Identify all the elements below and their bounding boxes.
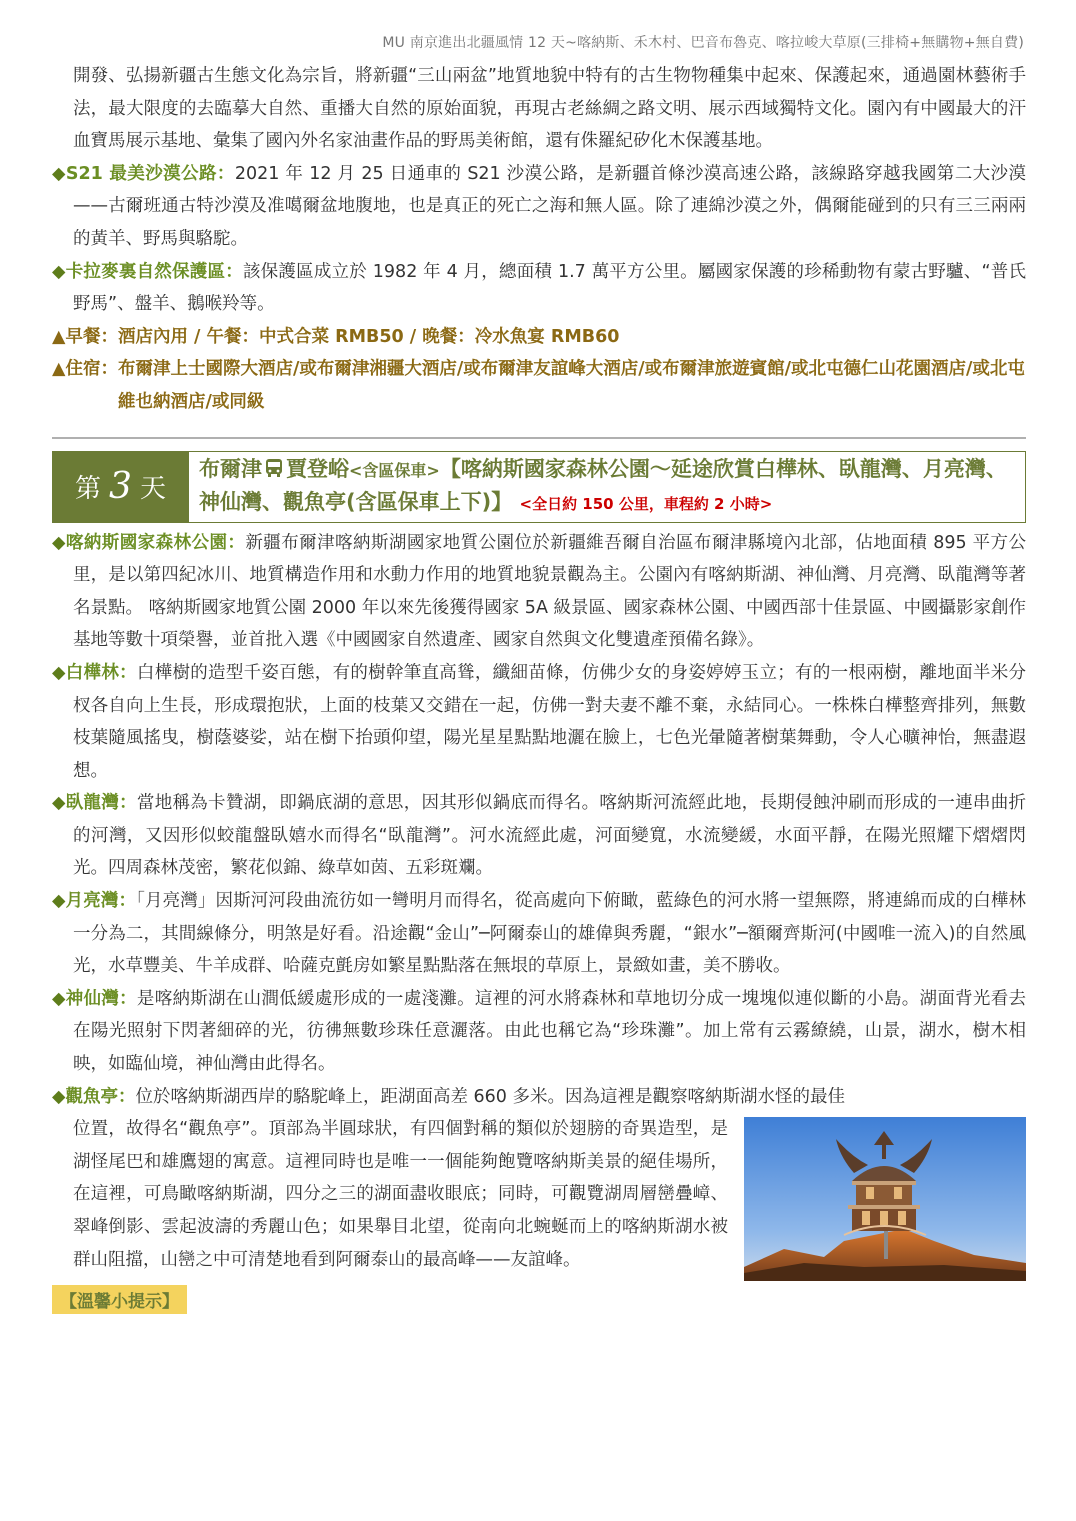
diamond-bullet-icon: ◆	[52, 891, 66, 912]
meals-label-wrap	[52, 321, 118, 354]
bus-icon	[265, 456, 283, 487]
attraction-item	[52, 158, 1026, 256]
attraction-description: 位於喀納斯湖西岸的駱駝峰上，距湖面高差 660 多米。因為這裡是觀察喀納斯湖水怪的最佳	[135, 1086, 845, 1107]
attraction-description: 2021 年 12 月 25 日通車的 S21 沙漠公路，是新疆首條沙漠高速公路，該線路穿越我國第二大沙漠——古爾班通古特沙漠及准噶爾盆地腹地，也是真正的死亡之海和無人區。除了連綿沙漠之外，偶爾能碰到的只有三三兩兩的黃羊、野馬與駱駝。	[73, 163, 1026, 249]
attraction-description: 「月亮灣」因斯河河段曲流彷如一彎明月而得名，從高處向下俯瞰，藍綠色的河水將一望無際，將連綿而成的白樺林一分為二，其間線條分，明煞是好看。沿途觀“金山”─阿爾泰山的雄偉與秀麗，“銀水”─額爾齊斯河(中國唯一流入)的自然風光，水草豐美、牛羊成群、哈薩克氈房如繁星點點落在無垠的草原上，景緻如畫，美不勝收。	[73, 891, 1027, 977]
diamond-bullet-icon: ◆	[52, 532, 66, 553]
meals-text: 酒店內用 / 午餐：中式合菜 RMB50 / 晚餐：冷水魚宴 RMB60	[117, 326, 620, 347]
diamond-bullet-icon: ◆	[52, 1086, 66, 1107]
attraction-item	[52, 787, 1026, 885]
diamond-bullet-icon: ◆	[52, 163, 66, 184]
attraction-description: 當地稱為卡贊湖，即鍋底湖的意思，因其形似鍋底而得名。喀納斯河流經此地，長期侵蝕沖刷而形成的一連串曲折的河灣，又因形似蛟龍盤臥嬉水而得名“臥龍灣”。河水流經此處，河面變寬，水流變緩，水面平靜，在陽光照耀下熠熠閃光。四周森林茂密，繁花似錦、綠草如茵、五彩斑斕。	[73, 793, 1026, 879]
triangle-bullet-icon: ▲	[52, 326, 66, 347]
attraction-item	[52, 1081, 1026, 1114]
diamond-bullet-icon: ◆	[52, 793, 66, 814]
pavilion-illustration	[744, 1117, 1026, 1281]
diamond-bullet-icon: ◆	[52, 988, 66, 1009]
attraction-item	[52, 983, 1026, 1081]
lodging-text: 布爾津上士國際大酒店/或布爾津湘疆大酒店/或布爾津友誼峰大酒店/或布爾津旅遊賓館/或北屯德仁山花園酒店/或北屯維也納酒店/或同級	[117, 359, 1025, 412]
running-header: MU 南京進出北疆風情 12 天~喀納斯、禾木村、巴音布魯克、喀拉峻大草原(三排椅+無購物+無自費)	[382, 35, 1024, 51]
day-label-pre: 第	[75, 474, 102, 505]
route-note: <含區保車>	[349, 460, 440, 480]
attraction-name: 臥龍灣：	[65, 793, 137, 814]
attraction-item	[52, 527, 1026, 657]
itinerary-content	[52, 60, 1026, 1314]
attraction-description: 白樺樹的造型千姿百態，有的樹幹筆直高聳，纖細苗條，仿佛少女的身姿婷婷玉立；有的一根兩樹，離地面半米分杈各自向上生長，形成環抱狀，上面的枝葉又交錯在一起，仿佛一對夫妻不離不棄，永結同心。一株株白樺整齊排列，無數枝葉隨風搖曳，樹蔭婆娑，站在樹下抬頭仰望，陽光星星點點地灑在臉上，七色光暈隨著樹葉舞動，令人心曠神怡，無盡遐想。	[73, 662, 1026, 781]
attraction-name: 白樺林：	[65, 662, 137, 683]
attraction-description-continued: 位置，故得名“觀魚亭”。頂部為半圓球狀，有四個對稱的類似於翅膀的奇異造型，是湖怪尾巴和雄鷹翅的寓意。這裡同時也是唯一一個能夠飽覽喀納斯美景的絕佳場所，在這裡，可鳥瞰喀納斯湖，四分之三的湖面盡收眼底；同時，可觀覽湖周層巒疊嶂、翠峰倒影、雲起波濤的秀麗山色；如果舉目北望，從南向北蜿蜒而上的喀納斯湖水被群山阻擋，山巒之中可清楚地看到阿爾泰山的最高峰——友誼峰。	[73, 1119, 728, 1270]
diamond-bullet-icon: ◆	[52, 261, 66, 282]
day-label-post: 天	[139, 474, 166, 505]
attraction-name: S21 最美沙漠公路：	[65, 163, 235, 184]
day-badge	[52, 451, 189, 523]
lodging-line	[52, 353, 1026, 418]
attraction-item	[52, 256, 1026, 321]
distance-note: <全日約 150 公里，車程約 2 小時>	[519, 494, 773, 513]
meals-label: 早餐：	[65, 326, 118, 347]
attraction-name: 觀魚亭：	[65, 1086, 136, 1107]
attraction-item	[52, 885, 1026, 983]
attraction-description: 是喀納斯湖在山澗低緩處形成的一處淺灘。這裡的河水將森林和草地切分成一塊塊似連似斷的小島。湖面背光看去在陽光照射下閃著細碎的光，彷彿無數珍珠任意灑落。由此也稱它為“珍珠灘”。加上常有云霧繚繞，山景，湖水，樹木相映，如臨仙境，神仙灣由此得名。	[73, 988, 1026, 1075]
day2-attractions	[52, 158, 1026, 321]
attraction-description: 新疆布爾津喀納斯湖國家地質公園位於新疆維吾爾自治區布爾津縣境內北部，佔地面積 895 平方公里，是以第四紀冰川、地質構造作用和水動力作用的地質地貌景觀為主。公園內有喀納斯湖、神仙灣、月亮灣、臥龍灣等著名景點。 喀納斯國家地質公園 2000 年以來先後獲得國家 5A 級景區、國家森林公園、中國西部十佳景區、中國攝影家創作基地等數十項榮譽，並首批入選《中國國家自然遺產、國家自然與文化雙遺產預備名錄》。	[73, 532, 1026, 651]
attraction-name: 神仙灣：	[65, 988, 137, 1009]
day-number: 3	[109, 466, 132, 508]
attraction-name: 喀納斯國家森林公園：	[65, 532, 246, 553]
lodging-label: 住宿：	[65, 359, 118, 380]
lodging-label-wrap	[52, 353, 118, 418]
route-from: 布爾津	[199, 456, 262, 481]
diamond-bullet-icon: ◆	[52, 662, 66, 683]
intro-paragraph: 開發、弘揚新疆古生態文化為宗旨，將新疆“三山兩盆”地質地貌中特有的古生物物種集中起來、保護起來，通過園林藝術手法，最大限度的去臨摹大自然、重播大自然的原始面貌，再現古老絲綢之路文明、展示西域獨特文化。園內有中國最大的汗血寶馬展示基地、彙集了國內外名家油畫作品的野馬美術館，還有侏羅紀矽化木保護基地。	[73, 66, 1026, 152]
tip-label: 【溫馨小提示】	[52, 1285, 187, 1314]
attraction-item	[52, 657, 1026, 787]
attraction-name: 卡拉麥裏自然保護區：	[65, 261, 243, 282]
fish-pavilion-block	[52, 1113, 1026, 1281]
attraction-description: 該保護區成立於 1982 年 4 月，總面積 1.7 萬平方公里。屬國家保護的珍稀動物有蒙古野驢、“普氏野馬”、盤羊、鵝喉羚等。	[73, 261, 1026, 315]
meals-line	[52, 321, 1026, 354]
route-to: 賈登峪	[286, 456, 349, 481]
day-highlights: 【喀納斯國家森林公園～延途欣賞白樺林、臥龍灣、月亮灣、神仙灣、觀魚亭(含區保車上下)】	[199, 456, 1007, 514]
day-title	[189, 451, 1026, 523]
attraction-name: 月亮灣：	[65, 891, 137, 912]
fish-pavilion-photo	[744, 1117, 1026, 1281]
day3-attractions	[52, 527, 1026, 1282]
day-header	[52, 451, 1026, 523]
section-divider	[52, 437, 1026, 439]
triangle-bullet-icon: ▲	[52, 359, 66, 380]
